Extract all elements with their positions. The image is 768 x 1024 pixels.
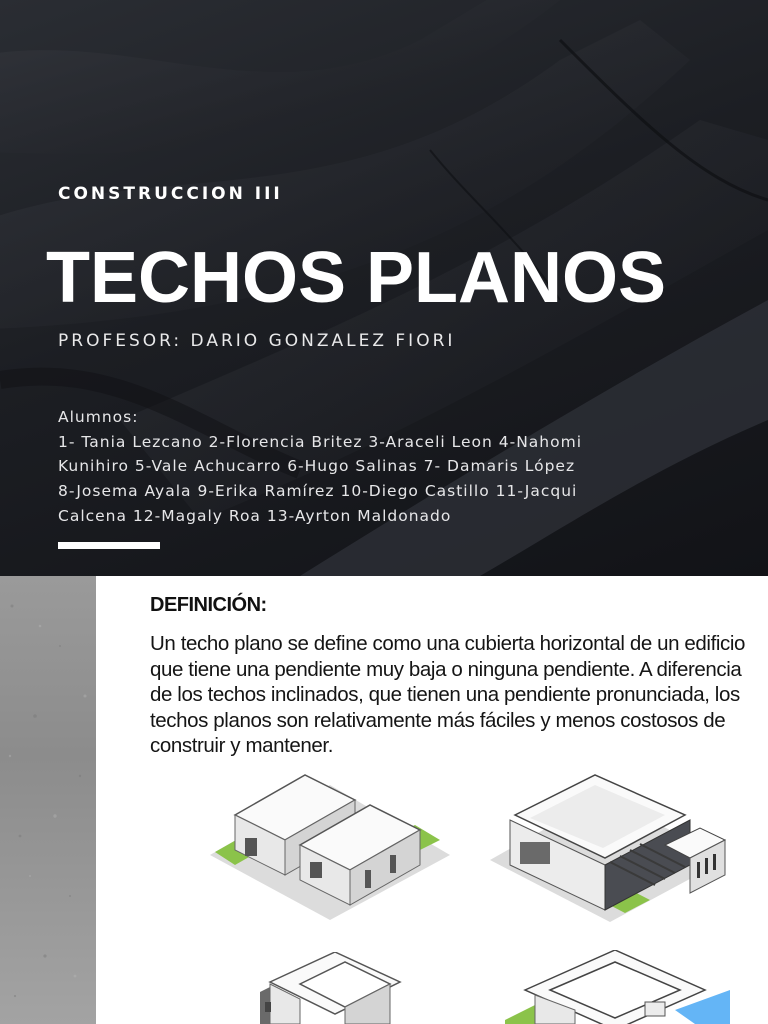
course-label: CONSTRUCCION III (58, 184, 283, 204)
isometric-house-illustration (485, 770, 730, 925)
students-line: 1- Tania Lezcano 2-Florencia Britez 3-Araceli Leon 4-Nahomi (58, 432, 582, 451)
page-title: TECHOS PLANOS (46, 238, 667, 318)
definition-text: Un techo plano se define como una cubierta horizontal de un edificio que tiene una pendiente muy baja o ninguna pendiente. A diferencia de los techos inclinados, que tienen una pendiente pronunciada, los techos planos son relativamente más fáciles y menos costosos de construir y mantener. (150, 632, 746, 757)
students-heading: Alumnos: (58, 408, 139, 426)
isometric-house-illustration (240, 952, 420, 1024)
isometric-house-illustration (205, 770, 455, 920)
accent-bar (58, 542, 160, 549)
students-line: Calcena 12-Magaly Roa 13-Ayrton Maldonado (58, 506, 452, 525)
definition-heading: DEFINICIÓN: (150, 594, 267, 616)
students-line: 8-Josema Ayala 9-Erika Ramírez 10-Diego Castillo 11-Jacqui (58, 482, 578, 501)
students-line: Kunihiro 5-Vale Achucarro 6-Hugo Salinas 7- Damaris López (58, 457, 576, 476)
professor-label: PROFESOR: DARIO GONZALEZ FIORI (58, 331, 456, 351)
concrete-texture-strip (0, 576, 96, 1024)
isometric-house-illustration (505, 950, 730, 1024)
students-block (58, 405, 638, 529)
